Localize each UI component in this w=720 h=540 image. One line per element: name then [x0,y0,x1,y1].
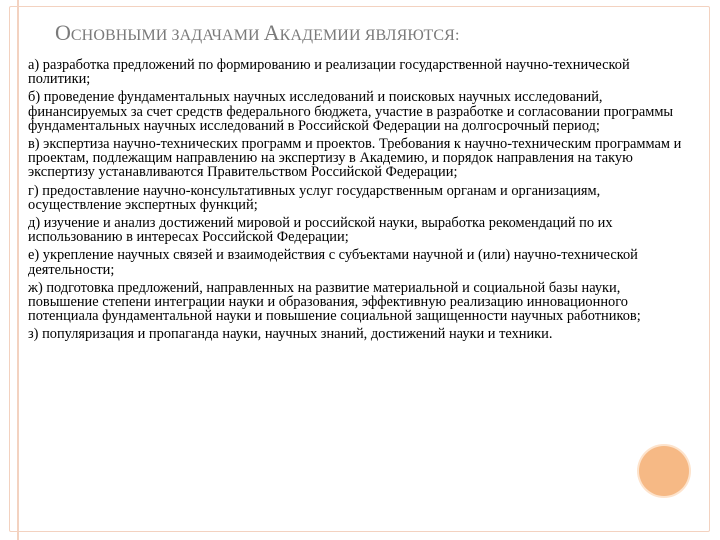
slide-title [55,14,460,55]
task-item-b: б) проведение фундаментальных научных исследований и поисковых научных исследований, финансируемых за счет средств федерального бюджета, участие в разработке и согласовании программы фундаментальных научных исследований в Российской Федерации на долгосрочный период; [28,89,674,134]
title-part-2: КАДЕМИИ ЯВЛЯЮТСЯ: [279,27,460,44]
title-initial-2: А [263,20,280,45]
title-part-1: СНОВНЫМИ ЗАДАЧАМИ [70,27,264,44]
task-item-d: д) изучение и анализ достижений мировой и российской науки, выработка рекомендаций по их использованию в интересах Российской Федерации; [28,215,613,246]
decorative-circle [639,446,689,496]
tasks-list [28,58,690,346]
task-item-zh: ж) подготовка предложений, направленных на развитие материальной и социальной базы науки, повышение степени интеграции науки и образования, эффективную реализацию инновационного потенциала фундаментальной науки и повышение социальной защищенности научных работников; [28,279,641,325]
task-item-z: з) популяризация и пропаганда науки, научных знаний, достижений науки и техники. [28,326,553,343]
task-item-a: а) разработка предложений по формированию и реализации государственной научно-технической политики; [28,57,630,88]
task-item-v: в) экспертиза научно-технических программ и проектов. Требования к научно-техническим программам и проектам, подлежащим направлению на экспертизу в Академию, и порядок направления на такую экспертизу устанавливаются Правительством Российской Федерации; [28,136,682,181]
task-item-e: е) укрепление научных связей и взаимодействия с субъектами научной и (или) научно-технической деятельности; [28,247,638,278]
task-item-g: г) предоставление научно-консультативных услуг государственным органам и организациям, осуществление экспертных функций; [28,182,601,213]
left-accent-rule [17,0,19,540]
title-initial-1: О [55,20,71,45]
